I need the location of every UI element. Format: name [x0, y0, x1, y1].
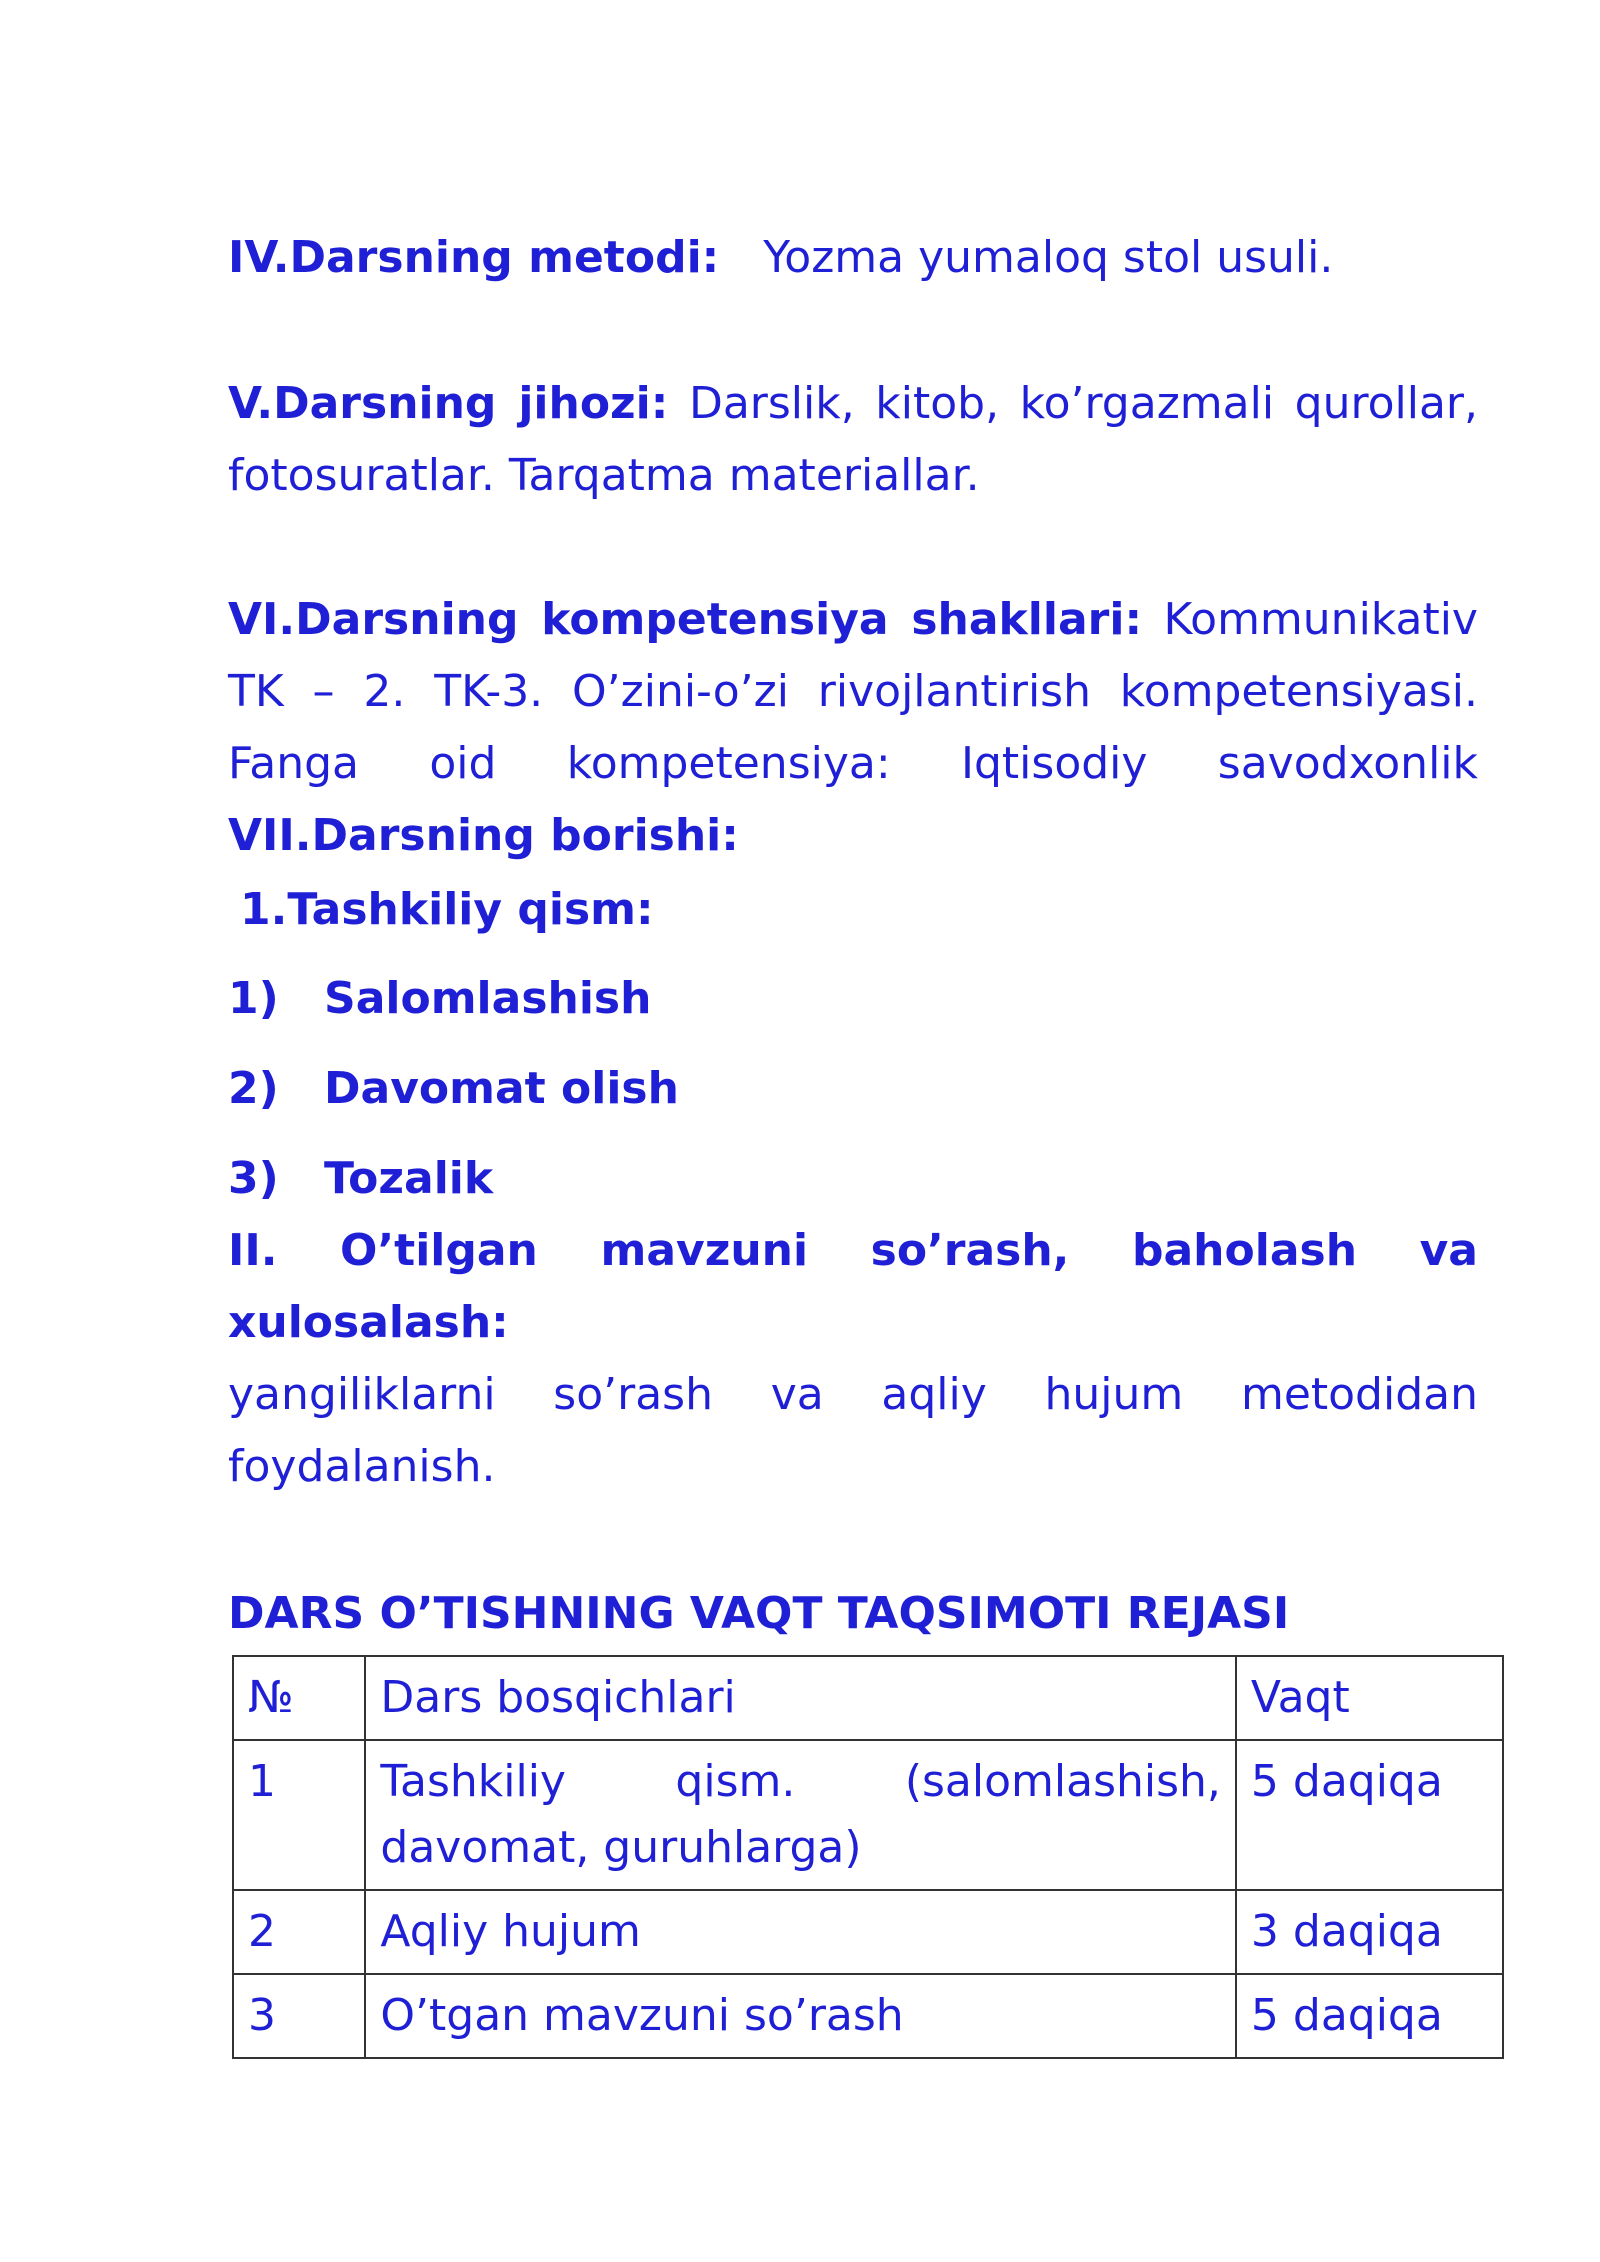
table-cell-stage: Tashkiliy qism. (salomlashish, davomat, guruhlarga) [365, 1740, 1236, 1890]
table-header-cell: Dars bosqichlari [365, 1656, 1236, 1740]
table-cell-number: 2 [233, 1890, 365, 1974]
section-review-heading-line2: xulosalash: [228, 1297, 509, 1348]
table-row [233, 1740, 1503, 1890]
table-header-cell: Vaqt [1236, 1656, 1503, 1740]
section-review-text-line2: foydalanish. [228, 1441, 496, 1492]
list-item [228, 963, 1478, 1035]
table-cell-number: 1 [233, 1740, 365, 1890]
table-row [233, 1890, 1503, 1974]
table-row [233, 1974, 1503, 2058]
table-cell-time: 5 daqiqa [1236, 1740, 1503, 1890]
section-equipment-line1 [228, 368, 1478, 440]
section-equipment-label: V.Darsning jihozi: [228, 378, 669, 429]
list-item-text: Tozalik [324, 1153, 494, 1204]
section-competence-label: VI.Darsning kompetensiya shakllari: [228, 594, 1143, 645]
table-cell-time: 3 daqiqa [1236, 1890, 1503, 1974]
list-item-number: 1) [228, 973, 279, 1024]
list-item-number: 3) [228, 1153, 279, 1204]
section-competence-text-1: Kommunikativ [1163, 594, 1478, 645]
section-review-text-line1: yangiliklarni so’rash va aqliy hujum metodidan [228, 1369, 1478, 1420]
section-competence-line2: TK – 2. TK-3. O’zini-o’zi rivojlantirish kompetensiyasi. [228, 666, 1478, 717]
section-equipment-line2: fotosuratlar. Tarqatma materiallar. [228, 450, 980, 501]
section-progress-label: VII.Darsning borishi: [228, 810, 739, 861]
list-item-text: Salomlashish [324, 973, 652, 1024]
table-cell-stage: O’tgan mavzuni so’rash [365, 1974, 1236, 2058]
time-plan-table [232, 1655, 1504, 2059]
section-competence-line1 [228, 584, 1478, 656]
table-cell-number: 3 [233, 1974, 365, 2058]
list-item-number: 2) [228, 1063, 279, 1114]
section-method-text: Yozma yumaloq stol usuli. [763, 232, 1334, 283]
section-progress-subheading: 1.Tashkiliy qism: [240, 884, 654, 935]
table-cell-stage: Aqliy hujum [365, 1890, 1236, 1974]
section-equipment-text-1: Darslik, kitob, ko’rgazmali qurollar, [688, 378, 1478, 429]
table-header-cell: № [233, 1656, 365, 1740]
section-method-label: IV.Darsning metodi: [228, 232, 720, 283]
list-item [228, 1143, 1478, 1215]
section-method [228, 222, 1478, 294]
table-cell-time: 5 daqiqa [1236, 1974, 1503, 2058]
list-item [228, 1053, 1478, 1125]
plan-title: DARS O’TISHNING VAQT TAQSIMOTI REJASI [228, 1588, 1290, 1639]
section-competence-line3: Fanga oid kompetensiya: Iqtisodiy savodxonlik [228, 738, 1478, 789]
section-review-heading-line1: II. O’tilgan mavzuni so’rash, baholash va [228, 1225, 1478, 1276]
list-item-text: Davomat olish [324, 1063, 679, 1114]
table-header-row [233, 1656, 1503, 1740]
